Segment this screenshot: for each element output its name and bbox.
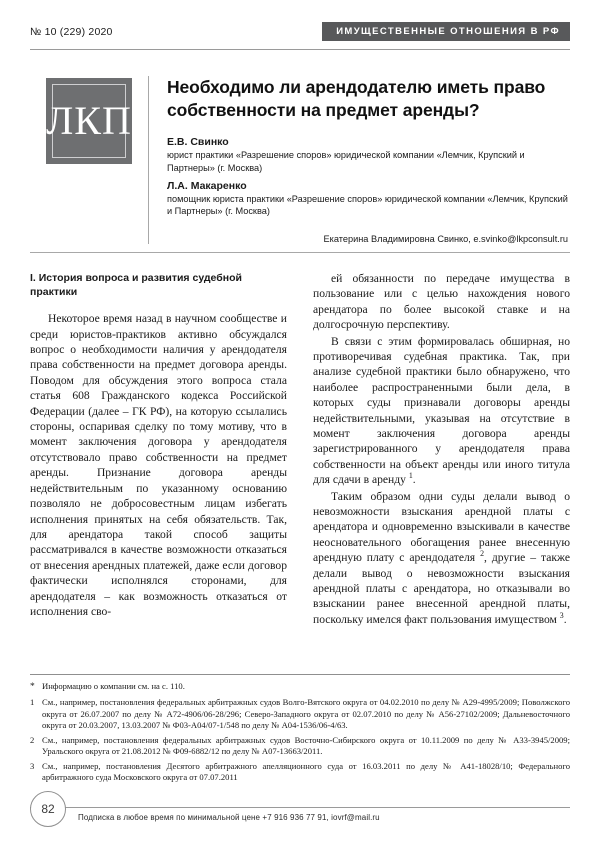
footnote-mark: 2 [30, 734, 35, 745]
footnote-text: См., например, постановления федеральных арбитражных судов Восточно-Сибирского округа от 10.11.2009 по делу № А33-3945/2009; Уральского округа от 21.08.2012 № Ф09-6882/12 по делу № А07-13663/2011. [42, 734, 570, 757]
author-name-1: Е.В. Свинко [167, 136, 229, 149]
footnote [30, 735, 570, 757]
journal-banner: ИМУЩЕСТВЕННЫЕ ОТНОШЕНИЯ В РФ [322, 22, 570, 41]
paragraph: В связи с этим формировалась обширная, но противоречивая судебная практика. Так, при анализе судебной практики было обнаружено, что наиболее распространенными были дела, в которых суды признавали договоры аренды недействительными, указывая на отсутствие в момент заключения договора аренды зарегистрированного у арендодателя права собственности на объект аренды или иного титула для сдачи в аренду $^1$. [313, 334, 570, 487]
title-content [148, 76, 570, 244]
page-number: 82 [30, 791, 66, 827]
footnote-text: См., например, постановления федеральных арбитражных судов Волго-Вятского округа от 04.02.2010 по делу № А29-4995/2009; Поволжского округа от 26.07.2007 по делу № А72-4906/06-28/296; Северо-Западного округа от 02.07.2010 по делу № А56-27102/2009; Дальневосточного округа от 20.03.2007, 13.03.2007 № Ф03-А04/07-1/548 по делу № А04-1536/06-4/63. [42, 697, 570, 730]
footnotes-divider [30, 674, 570, 675]
page-header [30, 22, 570, 44]
footnote-text: Информацию о компании см. на с. 110. [42, 681, 185, 691]
author-description-1: юрист практики «Разрешение споров» юридической компании «Лемчик, Крупский и Партнеры» (г. Москва) [167, 150, 525, 173]
author-description-2: помощник юриста практики «Разрешение споров» юридической компании «Лемчик, Крупский и Партнеры» (г. Москва) [167, 194, 568, 217]
header-divider [30, 49, 570, 50]
footnote [30, 761, 570, 783]
logo-area [30, 76, 148, 244]
paragraph: Некоторое время назад в научном сообществе и среди юристов-практиков активно обсуждался вопрос о необходимости наличия у арендодателя права собственности на предмет договора аренды. Поводом для обсуждения этого вопроса стала статья 608 Гражданского кодекса Российской Федерации (далее – ГК РФ), на которую ссылались стороны, оспаривая сделку по тому мотиву, что в момент заключения договора у арендодателя отсутствовало право собственности на предмет аренды. Признание договора аренды недействительным по указанному основанию позволяло не добросовестным лицам избегать исполнения принятых на себя обязательств. Так, для арендатора такой способ защиты рассматривался в качестве возможности отказаться от внесения арендных платежей, даже если договор фактически исполнялся сторонами, для арендодателя – как возможность отказаться от исполнения сво- [30, 312, 287, 618]
page-footer [0, 791, 600, 847]
section-heading: I. История вопроса и развития судебной практики [30, 271, 242, 299]
footnote [30, 697, 570, 731]
title-divider [30, 252, 570, 253]
logo-text: ЛКП [46, 98, 132, 143]
paragraph: Таким образом одни суды делали вывод о невозможности взыскания арендной платы с арендатора и одновременно взыскивали в качестве неосновательного обогащения ранее внесенную арендную плату с арендодателя $^2$, другие – также делали вывод о невозможности взыскания арендной платы с арендатора, но отказывали во взыскании ранее внесенной арендной платы, поскольку имелся факт пользования имуществом $^3$. [313, 489, 570, 626]
footnote-text: См., например, постановления Десятого арбитражного апелляционного суда от 16.03.2011 по делу № А41-18028/10; Федерального арбитражного суда Московского округа от 07.07.2011 [42, 761, 570, 783]
author-name-2: Л.А. Макаренко [167, 180, 247, 193]
footnote-mark: * [30, 682, 35, 692]
title-block [30, 76, 570, 244]
right-column [313, 271, 570, 628]
left-column [30, 271, 287, 628]
footnote-mark: 1 [30, 697, 35, 708]
lkp-logo [46, 78, 132, 164]
page-title: Необходимо ли арендодателю иметь право собственности на предмет аренды? [167, 77, 546, 121]
footer-divider [30, 807, 570, 808]
author-contact: Екатерина Владимировна Свинко, e.svinko@lkpconsult.ru [323, 233, 568, 244]
paragraph: ей обязанности по передаче имущества в пользование или с целью нахождения нового арендатора по более высокой ставке и на долгосрочную перспективу. [313, 271, 570, 332]
issue-label: № 10 (229) 2020 [30, 26, 113, 38]
footnote [30, 681, 570, 693]
footnotes-block [30, 674, 570, 788]
article-body [30, 271, 570, 628]
subscription-note: Подписка в любое время по минимальной цене +7 916 936 77 91, iovrf@mail.ru [78, 813, 380, 822]
footnote-mark: 3 [30, 761, 35, 772]
